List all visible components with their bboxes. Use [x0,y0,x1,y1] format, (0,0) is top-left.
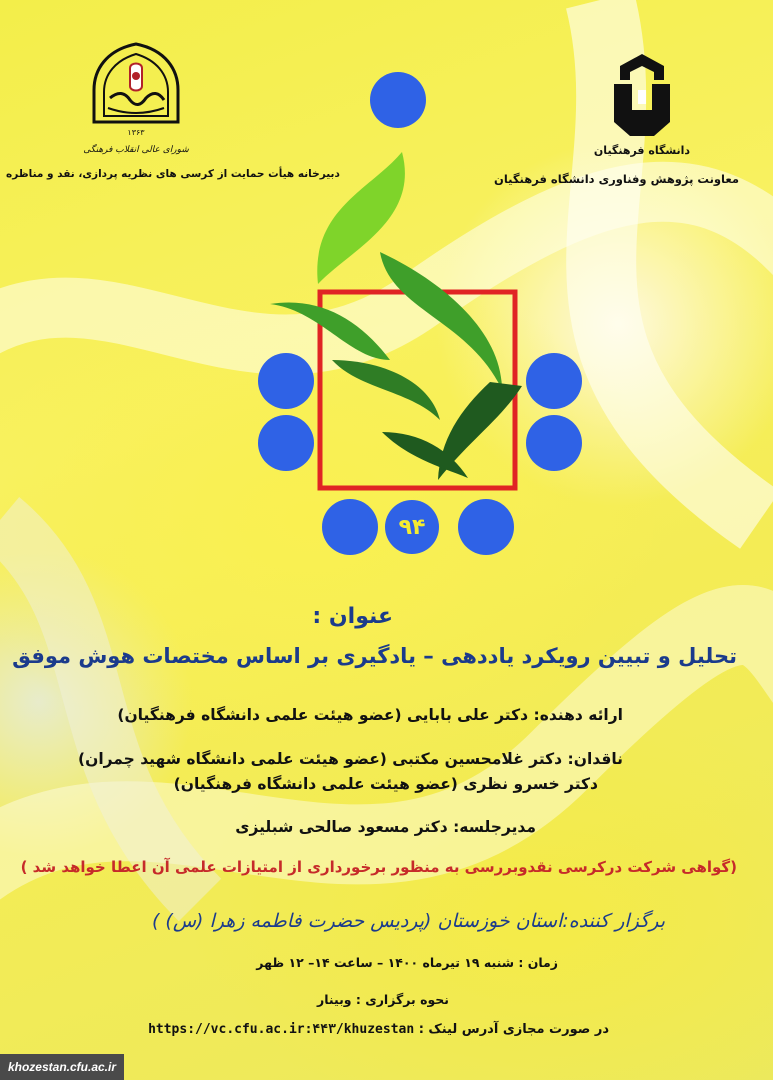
link-line [148,1022,609,1037]
right-dot-icon [526,415,582,471]
critics-line-2: دکتر خسرو نظری (عضو هیئت علمی دانشگاه فرهنگیان) [173,775,598,793]
left-logo-caption: دبیرخانه هیأت حمایت از کرسی های نظریه پردازی، نقد و مناظره [6,168,340,180]
bottom-dot-icon [458,499,514,555]
organizer-line: برگزار کننده:استان خوزستان (پردیس حضرت فاطمه زهرا (س) ) [151,910,665,932]
right-dot-icon [526,353,582,409]
cultural-council-logo-icon [83,40,189,165]
leaf-center-icon [332,360,440,420]
left-dot-icon [258,353,314,409]
site-tag[interactable]: khozestan.cfu.ac.ir [0,1054,124,1080]
leaf-left-icon [270,302,390,360]
session-title: تحلیل و تبیین رویکرد یاددهی – یادگیری بر اساس مختصات هوش موفق [12,644,737,668]
presenter-line: ارائه دهنده: دکتر علی بابایی (عضو هیئت علمی دانشگاه فرهنگیان) [117,706,623,724]
chair-emblem-graphic [240,60,570,560]
right-logo-caption: معاونت پژوهش وفناوری دانشگاه فرهنگیان [494,172,739,186]
time-line: زمان : شنبه ۱۹ تیرماه ۱۴۰۰ – ساعت ۱۴– ۱۲ ظهر [256,955,558,970]
webinar-link[interactable]: https://vc.cfu.ac.ir:۴۴۳/khuzestan [148,1022,415,1037]
moderator-line: مدیرجلسه: دکتر مسعود صالحی شبلیزی [235,818,536,836]
certificate-note: (گواهی شرکت درکرسی نقدوبررسی به منظور برخورداری از امتیازات علمی آن اعطا خواهد شد ) [20,858,737,876]
top-dot-icon [370,72,426,128]
left-dot-icon [258,415,314,471]
svg-text:دانشگاه فرهنگیان: دانشگاه فرهنگیان [593,144,691,157]
bottom-dot-icon [322,499,378,555]
university-logo-icon [593,50,691,160]
link-label: در صورت مجازی آدرس لینک : [418,1022,609,1037]
leaf-mid-icon [380,252,502,390]
method-line: نحوه برگزاری : وبینار [317,992,449,1007]
chair-number-badge: ۹۴ [385,500,439,554]
svg-text:۱۳۶۳: ۱۳۶۳ [127,128,145,137]
title-label: عنوان : [312,604,393,629]
critics-line-1: ناقدان: دکتر غلامحسین مکتبی (عضو هیئت علمی دانشگاه شهید چمران) [78,750,623,768]
svg-text:شورای عالی انقلاب فرهنگی: شورای عالی انقلاب فرهنگی [83,145,189,155]
